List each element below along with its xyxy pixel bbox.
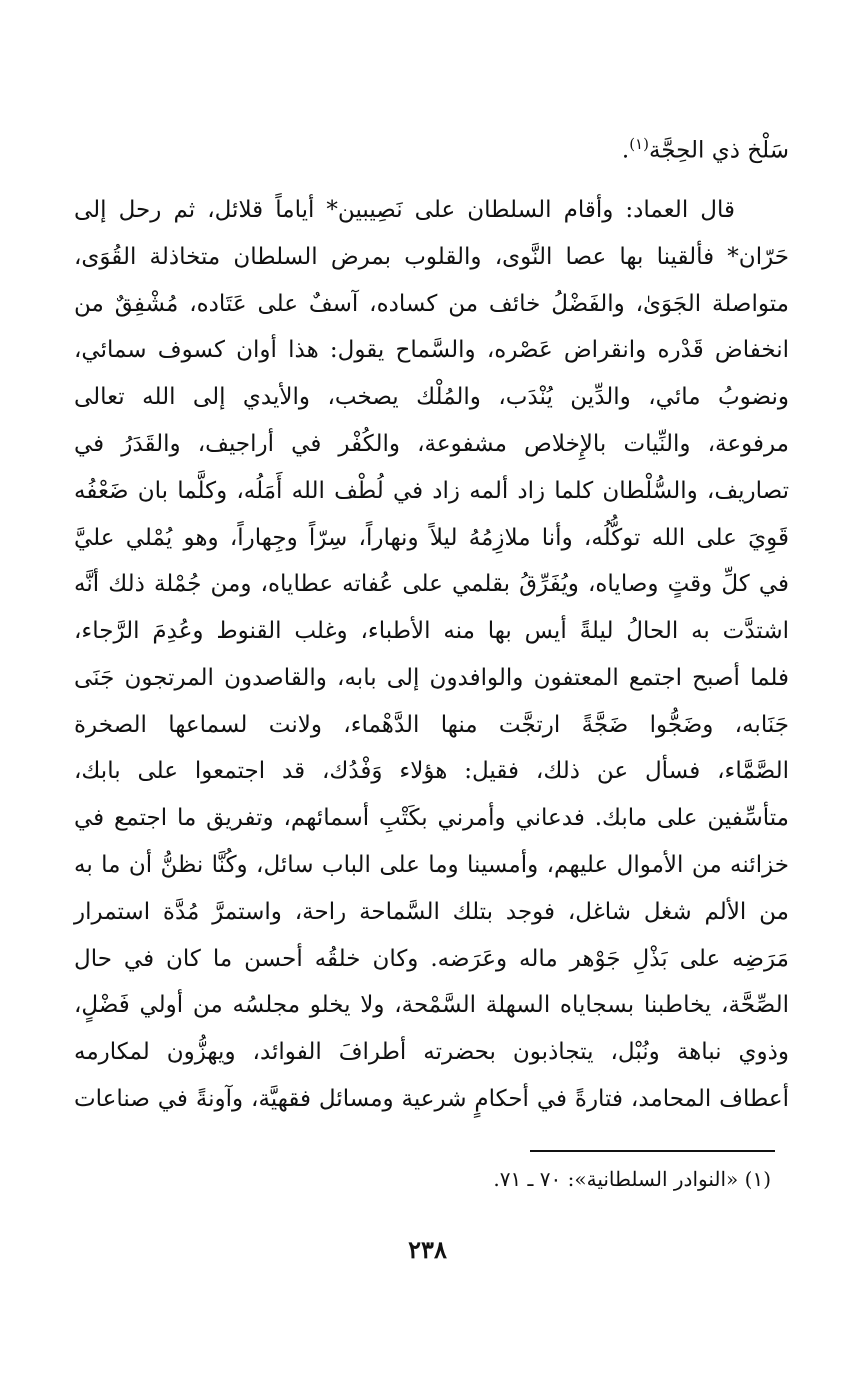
text-line: حَرّان* فألقينا بها عصا النَّوى، والقلوب بمرض السلطان متخاذلة القُوَى، bbox=[74, 244, 789, 270]
text-line: خزائنه من الأموال عليهم، وأمسينا وما على الباب سائل، وكُنَّا نظنُّ أن ما به bbox=[74, 852, 789, 878]
text-line: متواصلة الجَوَىٰ، والفَضْلُ خائف من كساده، آسفٌ على عَتَاده، مُشْفِقٌ من bbox=[74, 291, 789, 317]
text-line: قَوِيَ على الله توكُّلُه، وأنا ملازِمُهُ ليلاً ونهاراً، سِرّاً وجِهاراً، وهو يُمْلي عليَّ bbox=[74, 525, 789, 551]
text-line: انخفاض قَدْره وانقراض عَصْره، والسَّماح يقول: هذا أوان كسوف سمائي، bbox=[74, 337, 789, 363]
footnote: (١) «النوادر السلطانية»: ٧٠ ـ ٧١. bbox=[493, 1167, 771, 1191]
text-line: وذوي نباهة ونُبْل، يتجاذبون بحضرته أطرافَ الفوائد، ويهزُّون لمكارمه bbox=[74, 1039, 789, 1065]
text-line: من الألم شغل شاغل، فوجد بتلك السَّماحة راحة، واستمرَّ مُدَّة استمرار bbox=[74, 899, 789, 925]
text-line: أعطاف المحامد، فتارةً في أحكامٍ شرعية ومسائل فقهيَّة، وآونةً في صناعات bbox=[74, 1086, 789, 1112]
text-line: ونضوبُ مائي، والدِّين يُنْدَب، والمُلْك يصخب، والأيدي إلى الله تعالى bbox=[74, 384, 789, 410]
text-line: جَنَابه، وضَجُّوا ضَجَّةً ارتجَّت منها الدَّهْماء، ولانت لسماعها الصخرة bbox=[74, 712, 789, 738]
opening-text: سَلْخ ذي الحِجَّة bbox=[648, 137, 789, 164]
text-line: مرفوعة، والنِّيات بالإِخلاص مشفوعة، والكُفْر في أراجيف، والقَدَرُ في bbox=[74, 431, 789, 457]
footnote-divider bbox=[530, 1150, 775, 1152]
text-line: قال العماد: وأقام السلطان على نَصِيبين* أياماً قلائل، ثم رحل إلى bbox=[74, 197, 735, 223]
opening-period: . bbox=[621, 137, 630, 164]
text-line: مَرَضِه على بَذْلِ جَوْهر ماله وعَرَضه. وكان خلقُه أحسن ما كان في حال bbox=[74, 946, 789, 972]
text-line: في كلِّ وقتٍ وصاياه، ويُفَرِّقُ بقلمي على عُفاته عطاياه، ومن جُمْلة ذلك أنَّه bbox=[74, 571, 789, 597]
footnote-ref: (١) bbox=[629, 135, 649, 153]
page-number: ٢٣٨ bbox=[408, 1235, 447, 1264]
text-line: تصاريف، والسُّلْطان كلما زاد ألمه زاد في لُطْف الله أَمَلُه، وكلَّما بان ضَعْفُه bbox=[74, 478, 789, 504]
text-line: اشتدَّت به الحالُ ليلةً أيس بها منه الأطباء، وغلب القنوط وعُدِمَ الرَّجاء، bbox=[74, 618, 789, 644]
text-line-opening bbox=[622, 118, 789, 170]
text-line: الصِّحَّة، يخاطبنا بسجاياه السهلة السَّمْحة، ولا يخلو مجلسُه من أولي فَضْلٍ، bbox=[74, 992, 789, 1018]
text-line: فلما أصبح اجتمع المعتفون والوافدون إلى بابه، والقاصدون المرتجون جَنَى bbox=[74, 665, 789, 691]
text-line: الصَّمَّاء، فسأل عن ذلك، فقيل: هؤلاء وَفْدُك، قد اجتمعوا على بابك، bbox=[74, 758, 789, 784]
text-line: متأسِّفين على مابك. فدعاني وأمرني بكَتْبِ أسمائهم، وتفريق ما اجتمع في bbox=[74, 805, 789, 831]
